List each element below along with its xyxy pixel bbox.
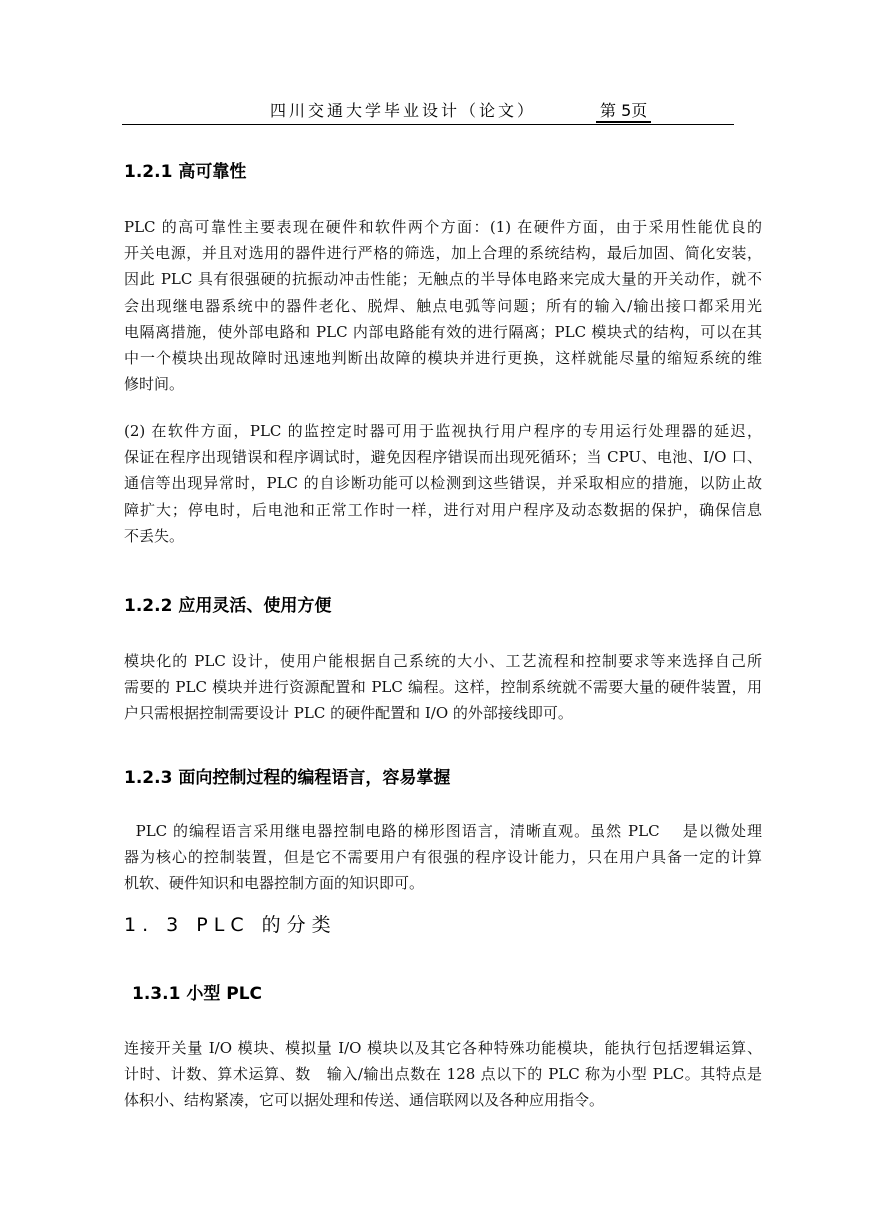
text-line: 户只需根据控制需要设计 PLC 的硬件配置和 I/O 的外部接线即可。 (124, 704, 573, 723)
text-line: 因此 PLC 具有很强硬的抗振动冲击性能；无触点的半导体电路来完成大量的开关动作，就不 (124, 270, 762, 289)
heading-1-2-1: 1.2.1 高可靠性 (124, 162, 247, 182)
text-line: 会出现继电器系统中的器件老化、脱焊、触点电弧等问题；所有的输入/输出接口都采用光 (124, 296, 762, 315)
text-line: 中一个模块出现故障时迅速地判断出故障的模块并进行更换，这样就能尽量的缩短系统的维 (124, 348, 762, 367)
heading-1-2-2: 1.2.2 应用灵活、使用方便 (124, 596, 332, 616)
text-line: 不丢失。 (124, 526, 185, 545)
paragraph-programming-language (124, 818, 762, 897)
heading-1-3: 1. 3 PLC 的分类 (124, 914, 337, 936)
heading-1-2-3: 1.2.3 面向控制过程的编程语言，容易掌握 (124, 768, 451, 788)
text-line: 修时间。 (124, 375, 185, 394)
text-line: 保证在程序出现错误和程序调试时，避免因程序错误而出现死循环；当 CPU、电池、I/O 口、 (124, 448, 762, 467)
text-line: 电隔离措施，使外部电路和 PLC 内部电路能有效的进行隔离；PLC 模块式的结构，可以在其 (124, 322, 762, 341)
page-header (122, 96, 734, 125)
text-line: 障扩大；停电时，后电池和正常工作时一样，进行对用户程序及动态数据的保护，确保信息 (124, 500, 762, 519)
paragraph-flexibility (124, 648, 762, 727)
text-line: 器为核心的控制装置，但是它不需要用户有很强的程序设计能力，只在用户具备一定的计算 (124, 848, 762, 867)
text-line: 开关电源，并且对选用的器件进行严格的筛选，加上合理的系统结构，最后加固、简化安装， (124, 244, 762, 263)
text-line: 需要的 PLC 模块并进行资源配置和 PLC 编程。这样，控制系统就不需要大量的硬件装置，用 (124, 678, 762, 697)
text-line: 体积小、结构紧凑，它可以据处理和传送、通信联网以及各种应用指令。 (124, 1091, 605, 1110)
text-line: 通信等出现异常时，PLC 的自诊断功能可以检测到这些错误，并采取相应的措施，以防止故 (124, 474, 762, 493)
text-line: 模块化的 PLC 设计，使用户能根据自己系统的大小、工艺流程和控制要求等来选择自己所 (124, 652, 762, 670)
text-line: 计时、计数、算术运算、数 输入/输出点数在 128 点以下的 PLC 称为小型 PLC。其特点是 (124, 1065, 762, 1084)
paragraph-reliability-software (124, 418, 762, 549)
paragraph-reliability-hardware (124, 214, 762, 397)
text-line: PLC 的高可靠性主要表现在硬件和软件两个方面：(1) 在硬件方面，由于采用性能优良的 (124, 218, 762, 236)
paragraph-small-plc (124, 1035, 762, 1114)
text-line: PLC 的编程语言采用继电器控制电路的梯形图语言，清晰直观。虽然 PLC 是以微处理 (124, 822, 762, 840)
heading-1-3-1: 1.3.1 小型 PLC (132, 984, 263, 1004)
text-line: 机软、硬件知识和电器控制方面的知识即可。 (124, 874, 425, 893)
page-number: 第 5页 (596, 98, 651, 123)
text-line: (2) 在软件方面，PLC 的监控定时器可用于监视执行用户程序的专用运行处理器的延迟， (124, 422, 762, 440)
header-title: 四川交通大学毕业设计（论文） (270, 101, 537, 120)
text-line: 连接开关量 I/O 模块、模拟量 I/O 模块以及其它各种特殊功能模块，能执行包括逻辑运算、 (124, 1039, 762, 1057)
